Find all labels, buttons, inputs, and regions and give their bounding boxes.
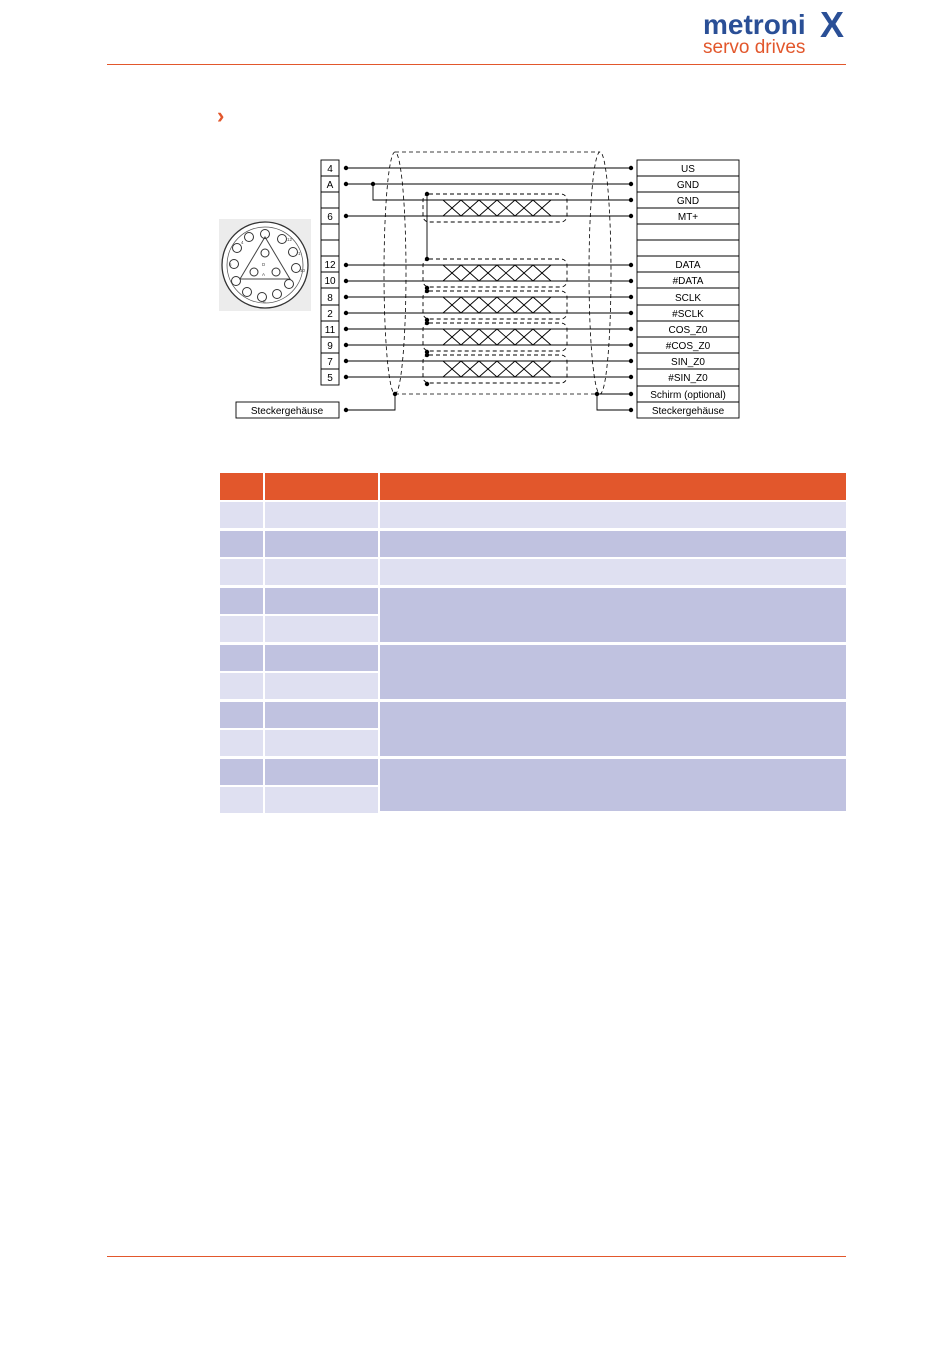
pin-label: 8 <box>327 293 333 304</box>
signal-label: GND <box>676 196 700 207</box>
description-cell <box>380 588 846 642</box>
table-row <box>265 531 378 557</box>
footer-rule <box>107 1256 846 1257</box>
logo-word-metroni: metroni <box>703 9 806 40</box>
table-row <box>265 730 378 756</box>
twisted-pair-gnd-mt <box>423 194 567 222</box>
pin-label: 11 <box>324 325 336 336</box>
right-signal-column <box>637 160 739 418</box>
signal-label: Schirm (optional) <box>650 390 726 401</box>
table-row <box>265 702 378 728</box>
pin-label: 12 <box>324 260 336 271</box>
logo-word-servo-drives: servo drives <box>703 37 806 58</box>
signal-label: MT+ <box>677 212 699 223</box>
svg-text:6: 6 <box>229 262 232 267</box>
table-row <box>220 787 263 813</box>
description-cell <box>380 502 846 528</box>
pin-label: 9 <box>327 341 333 352</box>
svg-text:8: 8 <box>263 299 266 304</box>
twisted-pair-cos <box>423 323 567 351</box>
description-cell <box>380 759 846 811</box>
description-cell <box>380 645 846 699</box>
signal-wires <box>346 168 631 410</box>
signal-label: SCLK <box>674 293 702 304</box>
pin-label: 2 <box>327 309 333 320</box>
header-col-divider <box>378 473 380 500</box>
pin-label: A <box>326 180 334 191</box>
pin-assignment-table <box>220 473 846 815</box>
table-row <box>265 673 378 699</box>
table-row <box>220 616 263 642</box>
table-row <box>220 702 263 728</box>
twisted-pairs <box>423 194 567 383</box>
twisted-pair-sclk <box>423 291 567 319</box>
table-row <box>265 759 378 785</box>
table-row <box>265 645 378 671</box>
wiring-diagram <box>0 0 950 440</box>
signal-label: #SCLK <box>672 309 704 320</box>
table-row <box>265 502 378 528</box>
signal-label: Steckergehäuse <box>651 406 725 417</box>
pin-label: 10 <box>324 276 336 287</box>
round-12-pin-connector-icon <box>219 219 311 311</box>
table-row <box>220 645 263 671</box>
svg-text:4: 4 <box>241 240 244 245</box>
description-cell <box>380 702 846 756</box>
twisted-pair-sin <box>423 355 567 383</box>
svg-text:D: D <box>262 262 266 267</box>
signal-label: COS_Z0 <box>668 325 708 336</box>
pin-label: 6 <box>327 212 333 223</box>
left-housing-label: Steckergehäuse <box>250 406 324 417</box>
signal-label: GND <box>676 180 700 191</box>
table-row <box>265 559 378 585</box>
signal-label: DATA <box>675 260 701 271</box>
table-row <box>220 673 263 699</box>
pin-label: 7 <box>327 357 333 368</box>
table-row <box>220 502 263 528</box>
svg-text:1: 1 <box>298 251 301 256</box>
wire-terminals <box>344 166 633 412</box>
table-row <box>265 588 378 614</box>
table-row <box>220 730 263 756</box>
section-chevron-icon: › <box>217 103 225 128</box>
signal-label: #COS_Z0 <box>665 341 711 352</box>
table-row <box>265 616 378 642</box>
svg-text:A: A <box>262 272 266 277</box>
header-col-divider <box>263 473 265 500</box>
table-row <box>220 531 263 557</box>
table-row <box>220 559 263 585</box>
cable-shield <box>384 152 611 394</box>
description-cell <box>380 531 846 557</box>
signal-label: #SIN_Z0 <box>668 373 708 384</box>
signal-label: US <box>681 164 695 175</box>
table-row <box>220 588 263 614</box>
logo-x-mark: X <box>820 6 845 45</box>
table-row <box>265 787 378 813</box>
table-header <box>220 473 846 500</box>
svg-text:12: 12 <box>287 237 293 242</box>
table-row <box>220 759 263 785</box>
svg-text:10: 10 <box>300 268 306 273</box>
twisted-pair-data <box>423 259 567 287</box>
left-pin-column <box>321 160 339 385</box>
signal-label: SIN_Z0 <box>671 357 705 368</box>
description-cell <box>380 559 846 585</box>
signal-label: #DATA <box>672 276 704 287</box>
pin-label: 4 <box>327 164 333 175</box>
pin-label: 5 <box>327 373 333 384</box>
